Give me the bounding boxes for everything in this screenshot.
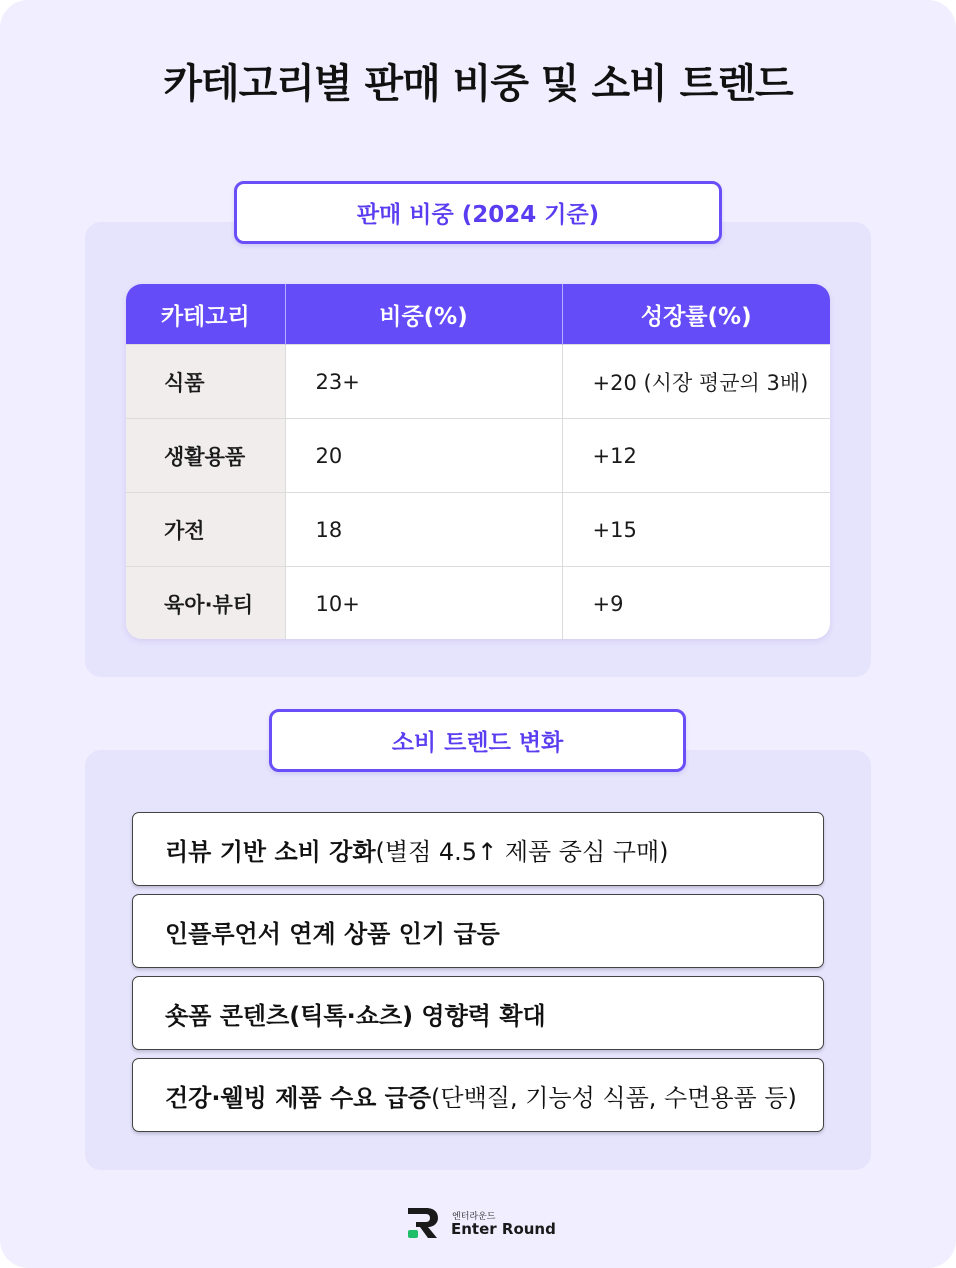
table-row — [126, 567, 830, 640]
category-cell: 육아·뷰티 — [126, 567, 285, 640]
table-row — [126, 493, 830, 567]
trend-item — [132, 976, 824, 1050]
trend-item-detail: (별점 4.5↑ 제품 중심 구매) — [375, 837, 669, 866]
growth-cell: +12 — [562, 419, 830, 493]
growth-cell: +15 — [562, 493, 830, 567]
sales-share-table — [126, 284, 830, 639]
logo-name: Enter Round — [451, 1220, 556, 1238]
logo-mark-icon — [406, 1206, 442, 1240]
header-share: 비중(%) — [285, 284, 562, 345]
category-cell: 식품 — [126, 345, 285, 419]
enter-round-logo — [406, 1206, 556, 1242]
share-cell: 10+ — [285, 567, 562, 640]
trend-item — [132, 1058, 824, 1132]
growth-cell: +20 (시장 평균의 3배) — [562, 345, 830, 419]
trend-item-main: 건강·웰빙 제품 수요 급증 — [165, 1083, 432, 1112]
trend-item — [132, 812, 824, 886]
growth-cell: +9 — [562, 567, 830, 640]
share-cell: 23+ — [285, 345, 562, 419]
trend-item-main: 숏폼 콘텐츠(틱톡·쇼츠) 영향력 확대 — [165, 1001, 546, 1030]
table-header-row — [126, 284, 830, 345]
trend-item — [132, 894, 824, 968]
trend-item-detail: (단백질, 기능성 식품, 수면용품 등) — [431, 1083, 797, 1112]
logo-korean-text: 엔터라운드 — [452, 1212, 496, 1222]
page-title: 카테고리별 판매 비중 및 소비 트렌드 — [163, 61, 793, 107]
share-cell: 18 — [285, 493, 562, 567]
category-cell: 생활용품 — [126, 419, 285, 493]
consumer-trend-label: 소비 트렌드 변화 — [269, 709, 686, 772]
table-row — [126, 419, 830, 493]
category-cell: 가전 — [126, 493, 285, 567]
header-category: 카테고리 — [126, 284, 285, 345]
trend-item-main: 인플루언서 연계 상품 인기 급등 — [165, 919, 500, 948]
header-growth: 성장률(%) — [562, 284, 830, 345]
share-cell: 20 — [285, 419, 562, 493]
sales-share-label: 판매 비중 (2024 기준) — [234, 181, 722, 244]
table-row — [126, 345, 830, 419]
trend-item-main: 리뷰 기반 소비 강화 — [165, 837, 376, 866]
